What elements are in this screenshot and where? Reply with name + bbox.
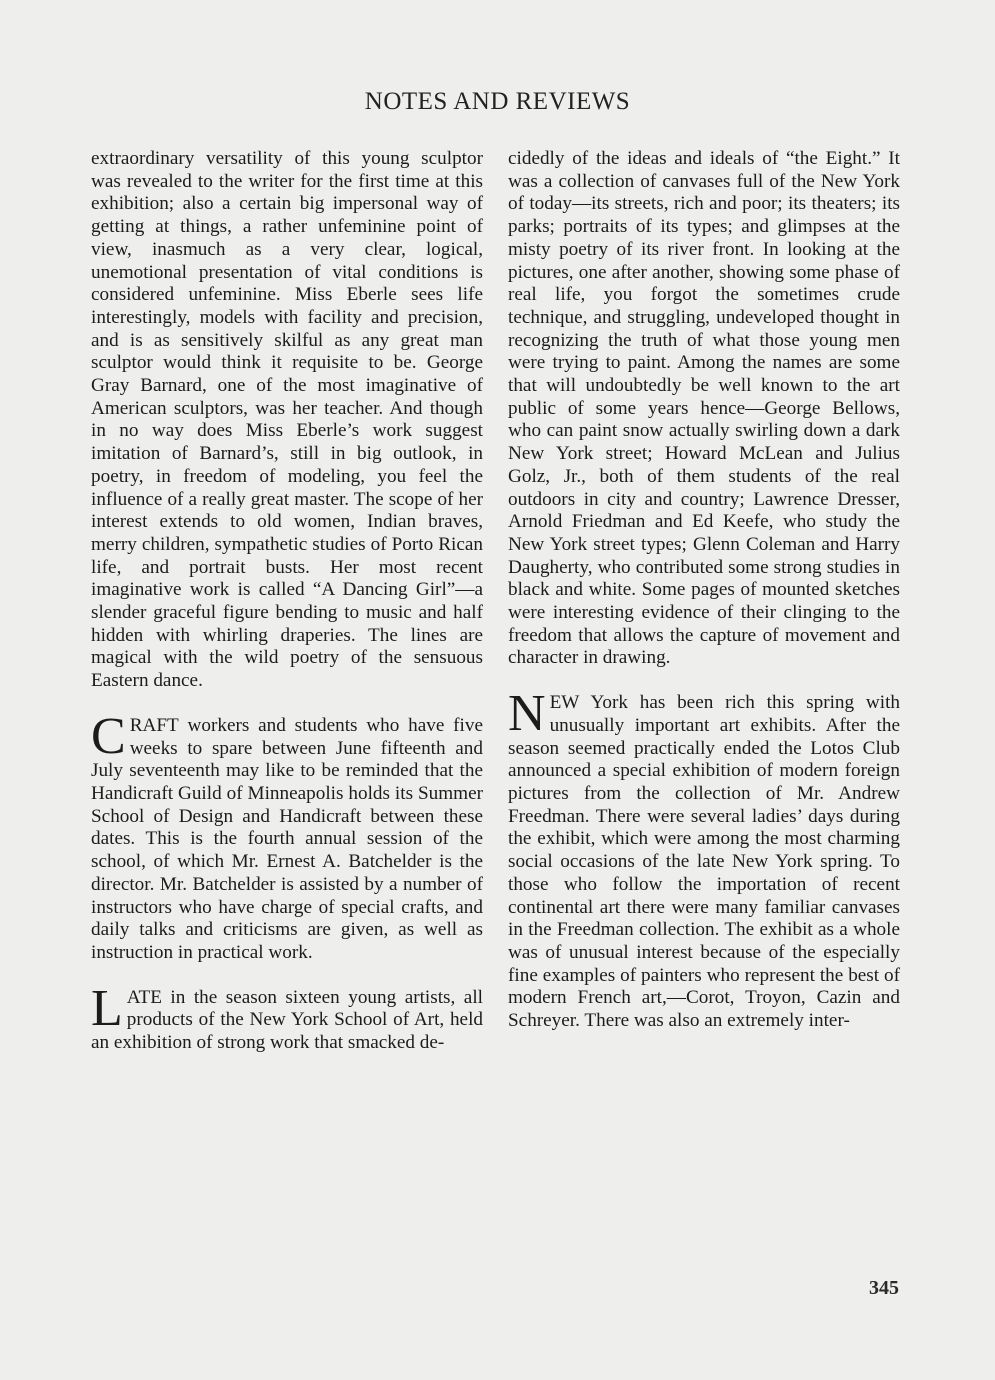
paragraph-craft <box>91 707 483 965</box>
lead-word: ATE <box>126 986 162 1008</box>
drop-cap: L <box>91 979 123 1037</box>
right-column <box>508 148 900 1033</box>
drop-cap: N <box>508 685 546 743</box>
left-column <box>91 148 483 1055</box>
page-number: 345 <box>869 1277 899 1299</box>
paragraph-new-york <box>508 685 900 1033</box>
paragraph-late <box>91 979 483 1055</box>
lead-word: RAFT <box>129 714 179 736</box>
paragraph-text: workers and students who have five weeks to spare between June fifteenth and July seventeenth may like to be reminded that the Handicraft Guild of Minneapolis holds its Summer School of Design and Handicraft between these dates. This is the fourth annual session of the school, of which Mr. Ernest A. Batchelder is the director. Mr. Batchelder is assisted by a number of instructors who have charge of special crafts, and daily talks and criticisms are given, as well as instruction in practical work. <box>91 714 483 963</box>
paragraph-text: in the season sixteen young artists, all products of the New York School of Art, held an exhibition of strong work that smacked de- <box>91 986 483 1054</box>
page-title: NOTES AND REVIEWS <box>364 88 631 115</box>
paragraph-eberle: extraordinary versatility of this young sculptor was revealed to the writer for the first time at this exhibition; also a certain big impersonal way of getting at things, a rather unfeminine point of view, inasmuch as a very clear, logical, unemotional presentation of vital conditions is considered unfeminine. Miss Eberle sees life interestingly, models with facility and precision, and is as sensitively skilful as any great man sculptor would think it requisite to be. George Gray Barnard, one of the most imaginative of American sculptors, was her teacher. And though in no way does Miss Eberle’s work suggest imitation of Barnard’s, still in big outlook, in poetry, in freedom of modeling, you feel the influence of a really great master. The scope of her interest extends to old women, Indian braves, merry children, sympathetic studies of Porto Rican life, and portrait busts. Her most recent imaginative work is called “A Dancing Girl”—a slender graceful figure bending to music and half hidden with whirling draperies. The lines are magical with the wild poetry of the sensuous Eastern dance. <box>91 148 483 692</box>
lead-word: EW <box>549 692 580 714</box>
drop-cap: C <box>91 707 126 765</box>
paragraph-eight: cidedly of the ideas and ideals of “the Eight.” It was a collection of canvases full of the New York of today—its streets, rich and poor; its theaters; its parks; portraits of its types; and glimpses at the misty poetry of its river front. In looking at the pictures, one after another, showing some phase of real life, you forgot the sometimes crude technique, and struggling, undeveloped thought in recognizing the truth of what those young men were trying to paint. Among the names are some that will undoubtedly be well known to the art public of some years hence—George Bellows, who can paint snow actually swirling down a dark New York street; Howard McLean and Julius Golz, Jr., both of them students of the real outdoors in city and country; Lawrence Dresser, Arnold Friedman and Ed Keefe, who study the New York street types; Glenn Coleman and Harry Daugherty, who contributed some strong studies in black and white. Some pages of mounted sketches were interesting evidence of their clinging to the freedom that allows the capture of movement and character in drawing. <box>508 148 900 669</box>
paragraph-text: York has been rich this spring with unusually important art exhibits. After the season seemed practically ended the Lotos Club announced a special exhibition of modern foreign pictures from the collection of Mr. Andrew Freedman. There were several ladies’ days during the exhibit, which were among the most charming social occasions of the late New York spring. To those who follow the importation of recent continental art there were many familiar canvases in the Freedman collection. The exhibit as a whole was of unusual interest because of the especially fine examples of painters who represent the best of modern French art,—Corot, Troyon, Cazin and Schreyer. There was also an extremely inter- <box>508 692 900 1032</box>
